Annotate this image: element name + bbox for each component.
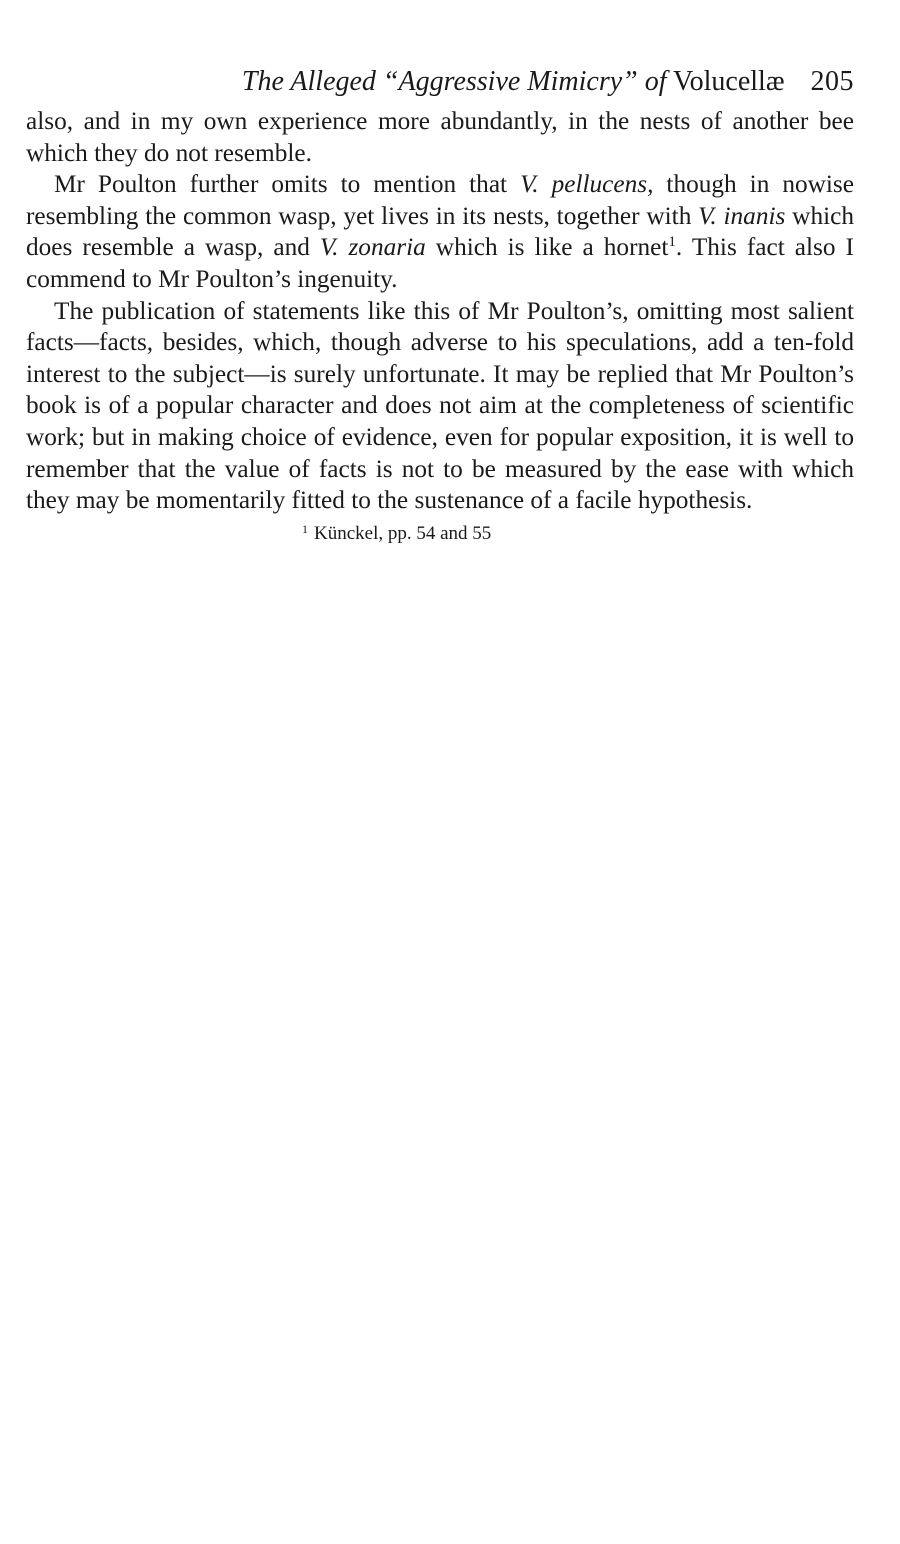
running-head-title-italic: The Alleged “Aggressive Mimicry”: [241, 66, 638, 97]
paragraph-3: [26, 296, 854, 517]
page-number: 205: [810, 66, 854, 97]
paragraph-2: [26, 169, 854, 295]
paragraph-3-text: The publication of statements like this of Mr Poulton’s, omitting most salient facts—facts, besides, which, though adverse to his speculations, add a ten-fold interest to the subject—is surely unfortunate. It may be replied that Mr Poulton’s book is of a popular character and does not aim at the completeness of scientific work; but in making choice of evidence, even for popular exposition, it is well to remember that the value of facts is not to be measured by the ease with which they may be momentarily fitted to the sustenance of a facile hypothesis.: [26, 296, 854, 515]
species-inanis: V. inanis: [698, 201, 786, 230]
footnote-reference: 1: [668, 234, 676, 251]
footnote-text: Künckel, pp. 54 and 55: [314, 522, 492, 544]
running-head-title-of: of: [644, 66, 667, 97]
paragraph-1-text: also, and in my own experience more abundantly, in the nests of another bee which they do not resemble.: [26, 107, 854, 167]
footnote-marker: 1: [302, 521, 308, 536]
running-head: [26, 62, 854, 106]
page: [26, 62, 854, 547]
paragraph-2-text-b: though in nowise resembling the common wasp, yet lives in its nests, together with: [26, 170, 854, 230]
paragraph-2-text-c: which does resemble a wasp, and: [26, 201, 854, 262]
running-head-title-roman: Volucellæ: [673, 66, 785, 97]
paragraph-2-text-d: which is like a hornet: [425, 233, 669, 262]
footnote: [302, 521, 854, 547]
running-head-title: [242, 62, 785, 102]
paragraph-2-text-e: . This fact also I commend to Mr Poulton’s ingenuity.: [26, 233, 854, 293]
species-pellucens: V. pellucens,: [520, 170, 654, 199]
paragraph-1: [26, 106, 854, 169]
species-zonaria: V. zonaria: [319, 233, 426, 262]
paragraph-2-text-a: Mr Poulton further omits to mention that: [54, 170, 521, 199]
